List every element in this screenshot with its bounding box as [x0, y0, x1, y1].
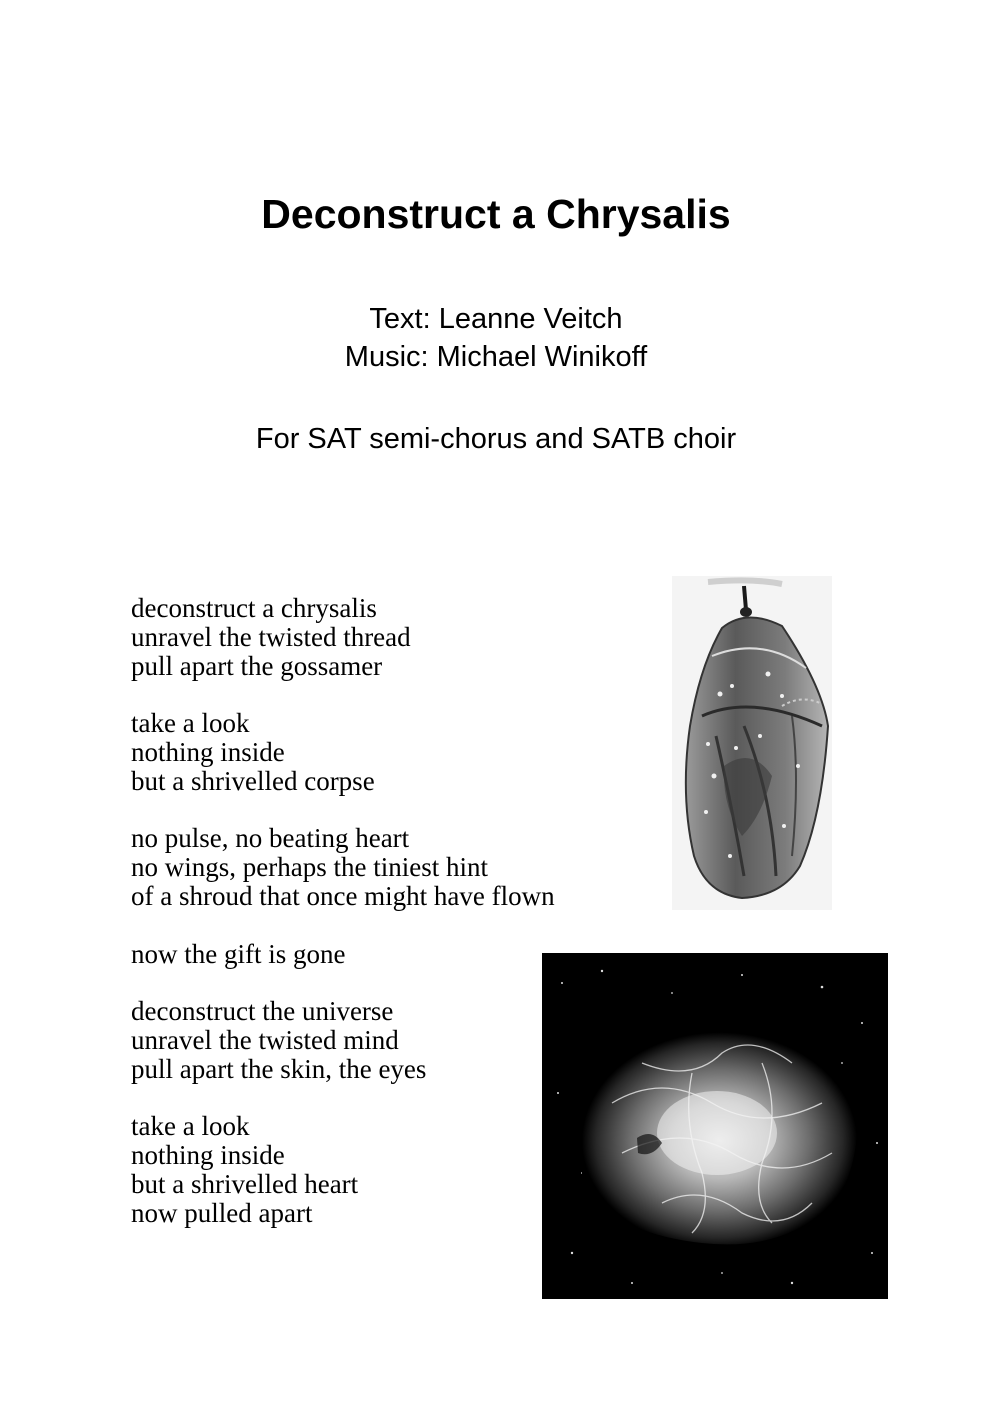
poem-line: unravel the twisted mind — [131, 1024, 399, 1055]
poem-stanza — [131, 1112, 555, 1227]
poem-line: but a shrivelled heart — [131, 1168, 359, 1199]
chrysalis-image — [672, 576, 832, 910]
poem-stanza — [131, 594, 555, 680]
poem-line: take a look — [131, 1111, 250, 1142]
credits — [0, 300, 992, 376]
text-credit: Text: Leanne Veitch — [369, 303, 623, 335]
poem-line: pull apart the gossamer — [131, 650, 383, 681]
nebula-image — [542, 953, 888, 1299]
poem-line: no wings, perhaps the tiniest hint — [131, 852, 488, 883]
poem-line: of a shroud that once might have flown — [131, 880, 555, 911]
poem-stanza — [131, 709, 555, 795]
poem-line: nothing inside — [131, 736, 285, 767]
poem — [131, 594, 555, 1256]
scoring-line: For SAT semi-chorus and SATB choir — [255, 423, 737, 455]
poem-stanza — [131, 940, 555, 969]
poem-stanza — [131, 824, 555, 910]
poem-stanza — [131, 997, 555, 1083]
poem-line: nothing inside — [131, 1140, 285, 1171]
music-credit: Music: Michael Winikoff — [344, 341, 648, 373]
poem-line: no pulse, no beating heart — [131, 823, 410, 854]
poem-line: take a look — [131, 708, 250, 739]
poem-line: pull apart the skin, the eyes — [131, 1053, 427, 1084]
poem-line: deconstruct the universe — [131, 996, 394, 1027]
poem-line: now the gift is gone — [131, 938, 346, 969]
poem-line: now pulled apart — [131, 1197, 313, 1228]
poem-line: unravel the twisted thread — [131, 621, 411, 652]
poem-line: deconstruct a chrysalis — [131, 593, 377, 623]
poem-line: but a shrivelled corpse — [131, 765, 375, 796]
document-title: Deconstruct a Chrysalis — [261, 191, 731, 237]
